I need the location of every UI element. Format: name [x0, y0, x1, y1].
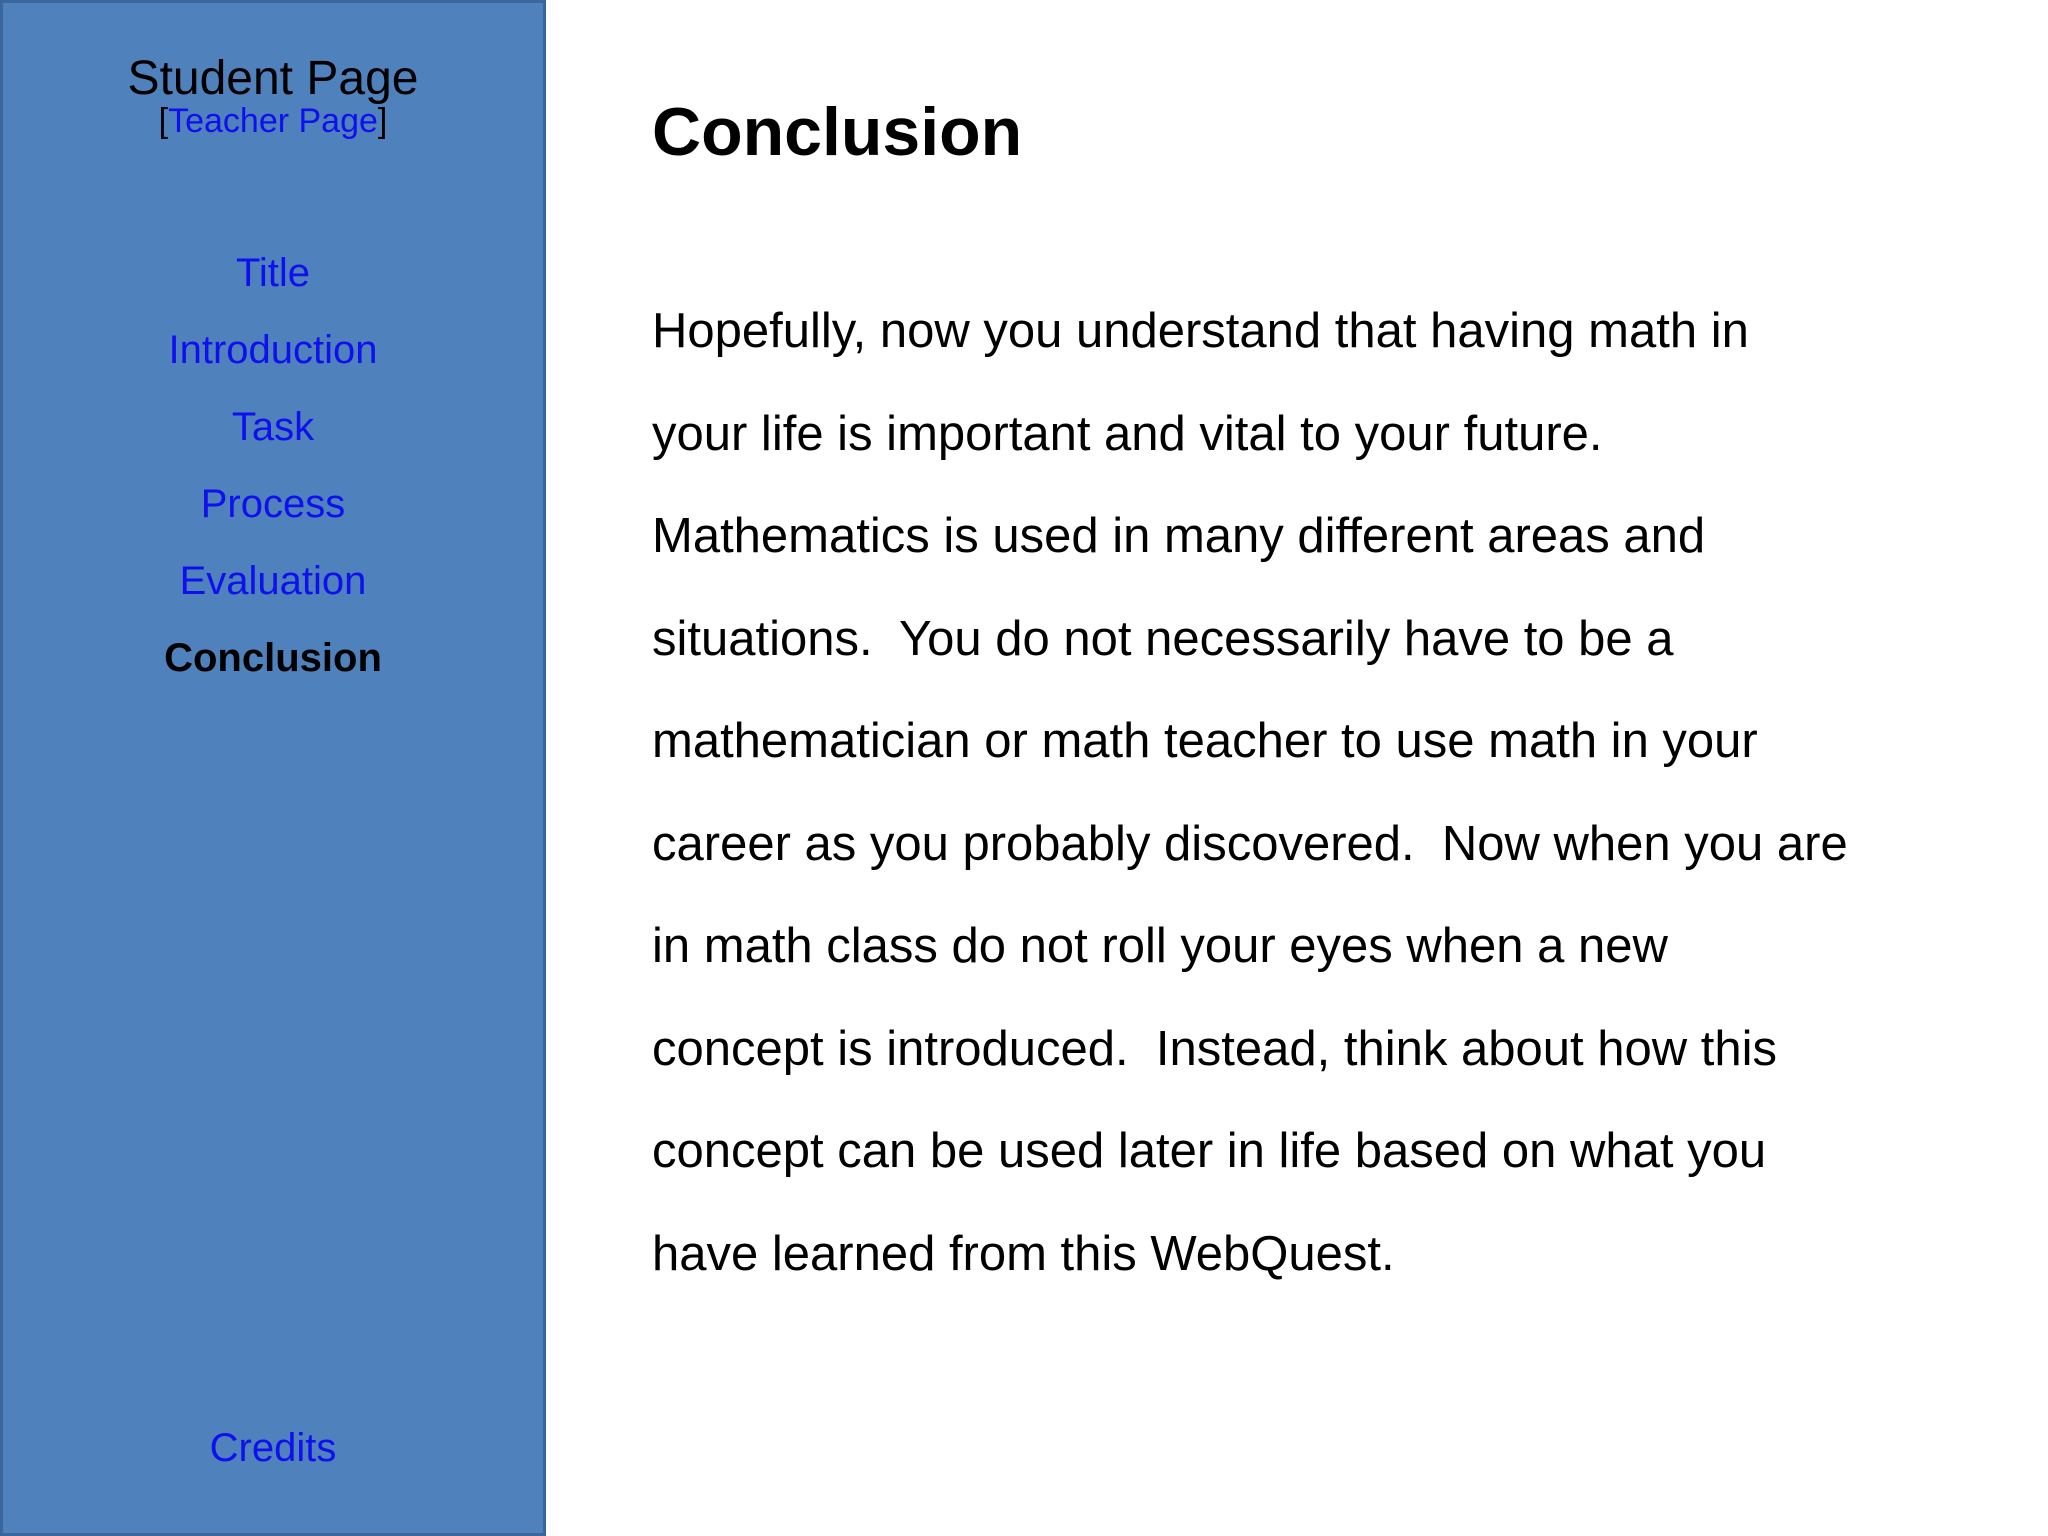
paragraph-line: mathematician or math teacher to use math in your	[652, 714, 1758, 768]
sidebar	[0, 0, 546, 1536]
teacher-bracket-open: [	[158, 102, 169, 140]
nav-item-process[interactable]: Process	[200, 482, 346, 526]
nav-item-conclusion-current: Conclusion	[164, 636, 382, 680]
conclusion-paragraph	[652, 280, 1952, 1305]
nav-item-task[interactable]: Task	[231, 405, 315, 449]
paragraph-line: situations. You do not necessarily have to be a	[652, 611, 1674, 666]
page-title: Conclusion	[652, 94, 1023, 170]
sidebar-header	[3, 53, 543, 139]
nav-item-introduction[interactable]: Introduction	[168, 328, 378, 372]
teacher-bracket-close: ]	[377, 102, 388, 140]
nav-item-title[interactable]: Title	[235, 251, 311, 295]
teacher-page-link[interactable]: Teacher Page	[168, 102, 378, 140]
teacher-page-line	[3, 103, 543, 139]
sidebar-nav	[3, 235, 543, 697]
nav-item-evaluation[interactable]: Evaluation	[179, 559, 367, 603]
student-page-title: Student Page	[127, 52, 419, 105]
paragraph-line: concept is introduced. Instead, think about how this	[652, 1021, 1777, 1076]
paragraph-line: in math class do not roll your eyes when a new	[652, 919, 1668, 973]
paragraph-line: have learned from this WebQuest.	[652, 1226, 1395, 1281]
nav-item-credits[interactable]: Credits	[209, 1426, 337, 1470]
paragraph-line: Mathematics is used in many different areas and	[652, 509, 1706, 563]
paragraph-line: career as you probably discovered. Now when you are	[652, 816, 1848, 871]
paragraph-line: concept can be used later in life based on what you	[652, 1124, 1767, 1178]
paragraph-line: your life is important and vital to your future.	[652, 406, 1603, 461]
paragraph-line: Hopefully, now you understand that having math in	[652, 304, 1749, 358]
